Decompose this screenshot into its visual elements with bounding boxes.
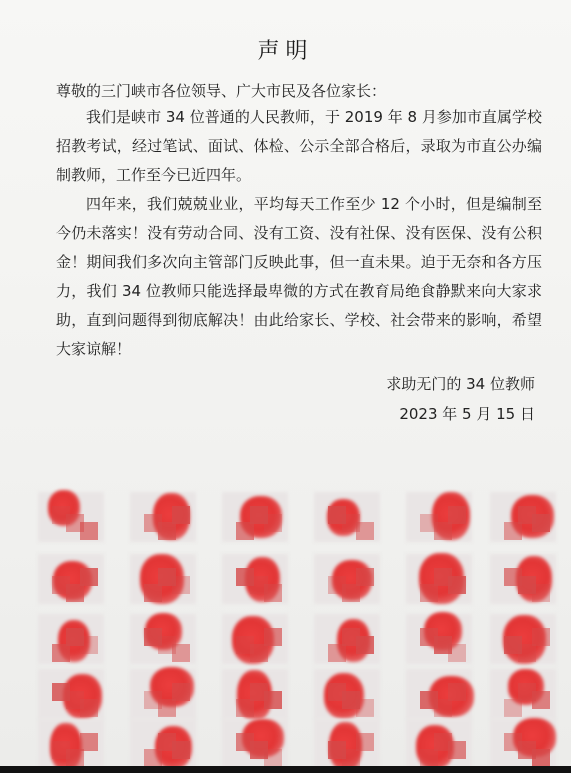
mosaic-block — [80, 733, 98, 751]
mosaic-block — [66, 584, 84, 602]
mosaic-block — [80, 699, 98, 717]
mosaic-block — [172, 644, 190, 662]
statement-title: 声明 — [257, 39, 314, 64]
mosaic-block — [532, 749, 550, 767]
redacted-signatures-area — [0, 470, 571, 773]
mosaic-block — [66, 749, 84, 767]
mosaic-block — [264, 628, 282, 646]
mosaic-block — [250, 644, 268, 662]
mosaic-block — [158, 699, 176, 717]
mosaic-block — [236, 699, 254, 717]
mosaic-block — [328, 644, 346, 662]
mosaic-block — [342, 749, 360, 767]
mosaic-block — [420, 749, 438, 767]
mosaic-block — [158, 522, 176, 540]
mosaic-block — [448, 506, 466, 524]
paragraph-2: 四年来，我们兢兢业业，平均每天工作至少 12 个小时，但是编制至今仍未落实！没有劳动合同、没有工资、没有社保、没有医保、没有公积金！期间我们多次向主管部门反映此事，但一直未果。迫于无奈和各方压力，我们 34 位教师只能选择最卑微的方式在教育局绝食静默来向大家求助，直到问题得到彻底解决！由此给家长、学校、社会带来的影响，希望大家谅解！ — [56, 195, 542, 358]
mosaic-block — [504, 699, 522, 717]
mosaic-block — [144, 749, 162, 767]
mosaic-block — [448, 683, 466, 701]
mosaic-block — [356, 522, 374, 540]
mosaic-block — [356, 699, 374, 717]
mosaic-block — [518, 644, 536, 662]
mosaic-block — [172, 741, 190, 759]
bottom-edge — [0, 766, 571, 773]
mosaic-block — [532, 584, 550, 602]
mosaic-block — [264, 514, 282, 532]
mosaic-block — [264, 749, 282, 767]
mosaic-block — [342, 584, 360, 602]
mosaic-block — [434, 699, 452, 717]
mosaic-block — [532, 691, 550, 709]
mosaic-block — [448, 741, 466, 759]
paragraph-1: 我们是峡市 34 位普通的人民教师，于 2019 年 8 月参加市直属学校招教考试，经过笔试、面试、体检、公示全部合格后，录取为市直公办编制教师，工作至今已近四年。 — [56, 108, 542, 184]
mosaic-block — [448, 576, 466, 594]
mosaic-block — [172, 576, 190, 594]
mosaic-block — [532, 514, 550, 532]
mosaic-block — [172, 506, 190, 524]
mosaic-block — [356, 733, 374, 751]
mosaic-block — [356, 568, 374, 586]
statement-date: 2023 年 5 月 15 日 — [399, 405, 535, 423]
mosaic-block — [80, 522, 98, 540]
mosaic-block — [144, 584, 162, 602]
mosaic-block — [448, 644, 466, 662]
mosaic-block — [52, 644, 70, 662]
mosaic-block — [80, 568, 98, 586]
mosaic-block — [532, 628, 550, 646]
mosaic-block — [420, 584, 438, 602]
mosaic-block — [172, 683, 190, 701]
mosaic-block — [80, 636, 98, 654]
mosaic-block — [504, 522, 522, 540]
mosaic-block — [264, 691, 282, 709]
signature: 求助无门的 34 位教师 — [386, 375, 535, 393]
salutation: 尊敬的三门峡市各位领导、广大市民及各位家长： — [56, 82, 387, 100]
mosaic-block — [356, 636, 374, 654]
mosaic-block — [434, 522, 452, 540]
mosaic-block — [236, 522, 254, 540]
mosaic-block — [264, 584, 282, 602]
